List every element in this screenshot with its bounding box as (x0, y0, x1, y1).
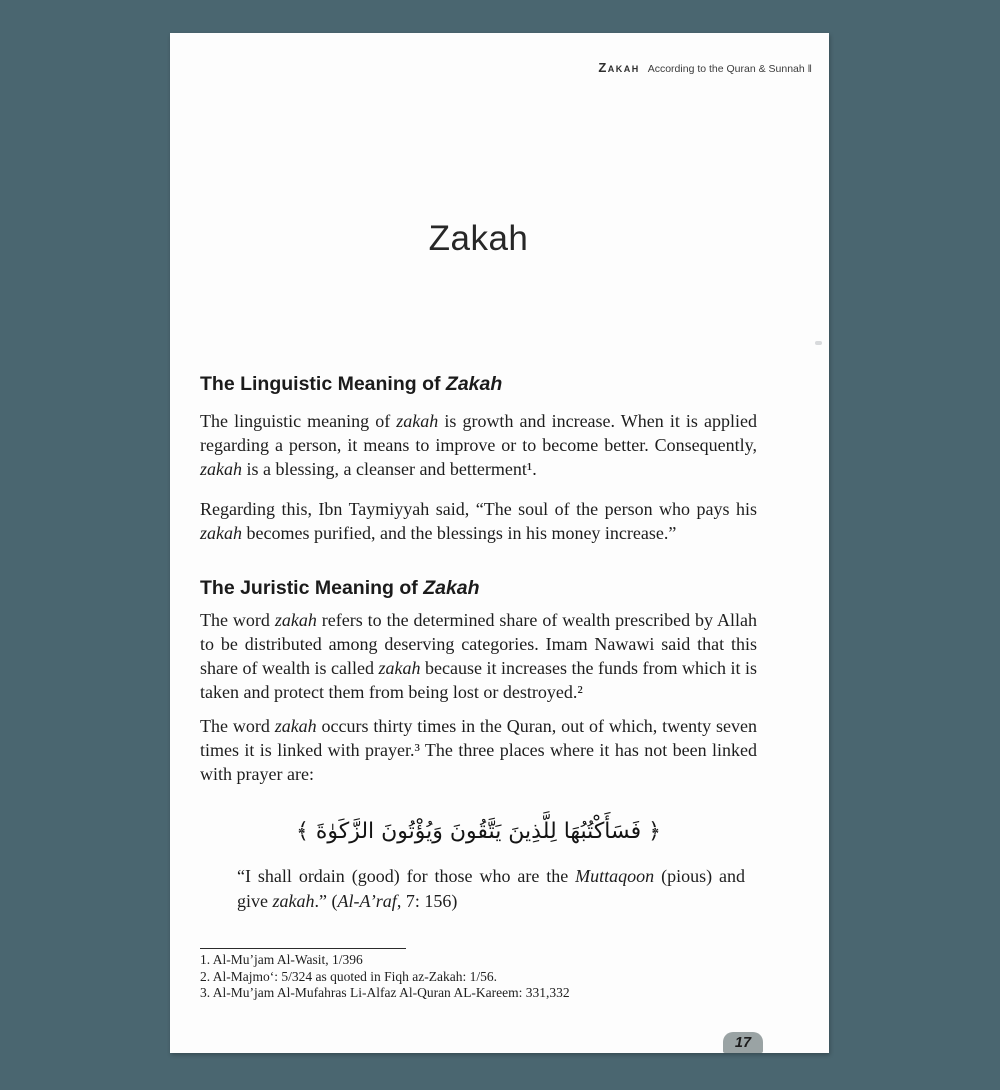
footnotes (200, 952, 780, 1002)
section-heading-juristic-meaning: The Juristic Meaning of Zakah (200, 577, 480, 599)
verse-translation: “I shall ordain (good) for those who are the Muttaqoon (pious) and give zakah.” (Al-A’raf, 7: 156) (237, 866, 745, 911)
paragraph-linguistic-2: Regarding this, Ibn Taymiyyah said, “The soul of the person who pays his zakah becomes purified, and the blessings in his money increase.” (200, 499, 757, 543)
footnote-1: 1. Al-Mu’jam Al-Wasit, 1/396 (200, 952, 363, 967)
header-subtitle: According to the Quran & Sunnah ‖ (647, 63, 812, 75)
footnote-divider (200, 948, 406, 949)
header-book-title: Zakah (598, 60, 640, 75)
scan-speck (815, 341, 822, 345)
quran-verse-arabic: ﴿ فَسَأَكْتُبُهَا لِلَّذِينَ يَتَّقُونَ وَيُؤْتُونَ الزَّكَوٰةَ ﴾ (295, 819, 662, 844)
section-heading-linguistic-meaning: The Linguistic Meaning of Zakah (200, 373, 503, 395)
page-number: 17 (734, 1034, 752, 1051)
book-page (170, 33, 829, 1053)
page-number-tab (723, 1032, 763, 1053)
paragraph-linguistic-1: The linguistic meaning of zakah is growth and increase. When it is applied regarding a person, it means to improve or to become better. Consequently, zakah is a blessing, a cleanser and betterment¹. (200, 411, 757, 479)
footnote-2: 2. Al-Majmo‘: 5/324 as quoted in Fiqh az-Zakah: 1/56. (200, 968, 497, 984)
footnote-3: 3. Al-Mu’jam Al-Mufahras Li-Alfaz Al-Quran AL-Kareem: 331,332 (200, 985, 570, 1000)
paragraph-juristic-2: The word zakah occurs thirty times in the Quran, out of which, twenty seven times it is linked with prayer.³ The three places where it has not been linked with prayer are: (200, 716, 757, 784)
chapter-title: Zakah (428, 219, 529, 258)
paragraph-juristic-1: The word zakah refers to the determined share of wealth prescribed by Allah to be distributed among deserving categories. Imam Nawawi said that this share of wealth is called zakah because it increases the funds from which it is taken and protect them from being lost or destroyed.² (200, 610, 757, 702)
running-header (598, 60, 812, 75)
